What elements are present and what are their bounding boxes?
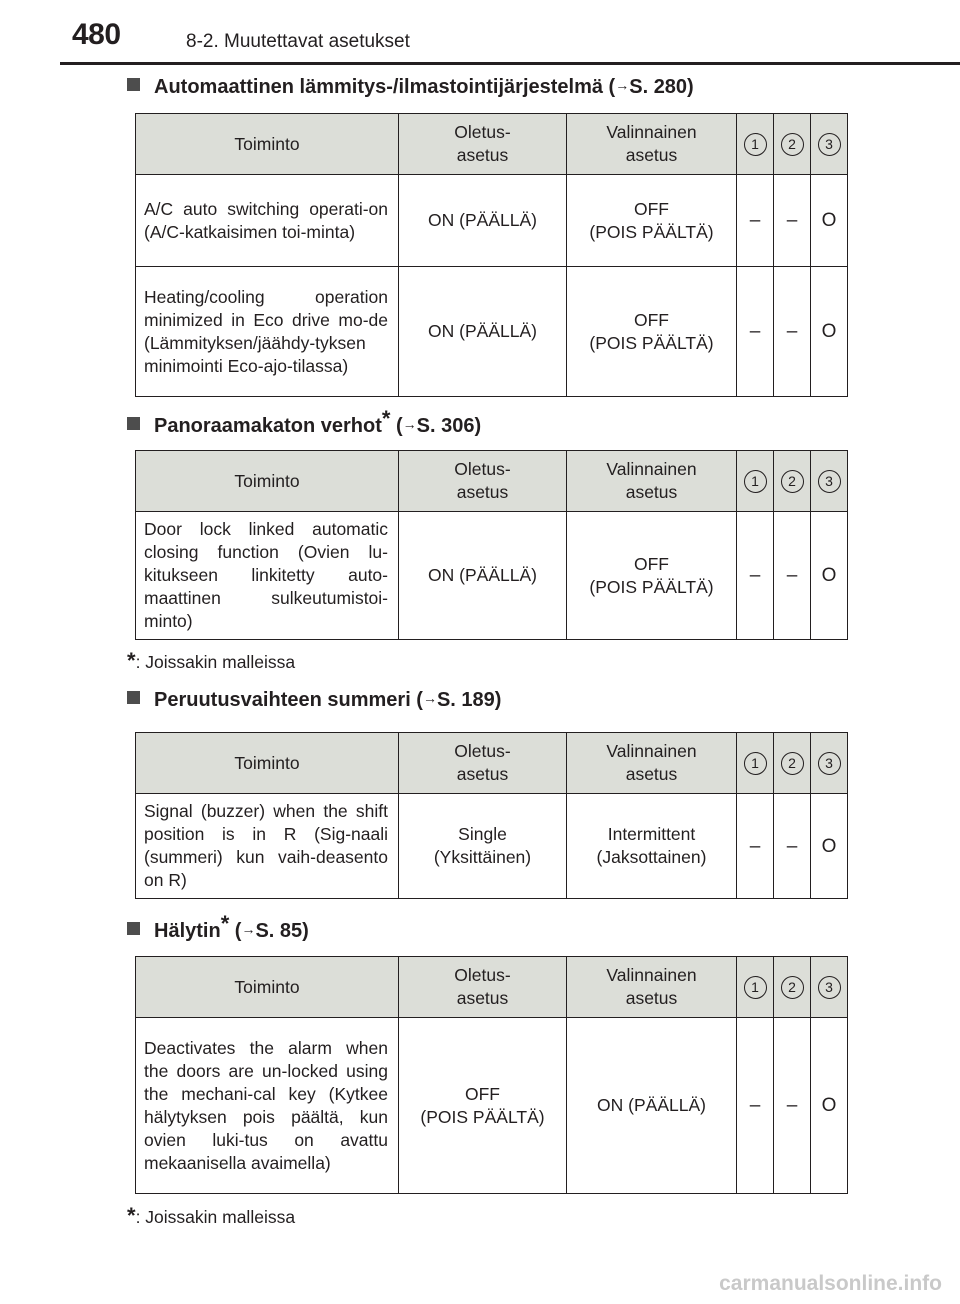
circled-number-3: 3 (818, 752, 841, 775)
column-header-level (811, 451, 848, 512)
availability-star: * (381, 406, 391, 431)
settings-table-reverse-buzzer (135, 732, 848, 899)
header-line: Valinnainen (606, 122, 697, 142)
table-row (136, 267, 848, 397)
section-heading-climate (127, 76, 694, 99)
header-line: Valinnainen (606, 965, 697, 985)
column-header-optional (567, 733, 737, 794)
page-reference: S. 306) (416, 415, 482, 437)
section-title-paren: ( (390, 415, 403, 437)
column-header-level (774, 114, 811, 175)
setting-line: Intermittent (607, 824, 696, 844)
header-line: Valinnainen (606, 741, 697, 761)
column-header-default (399, 733, 567, 794)
default-setting (399, 267, 567, 397)
setting-line: (POIS PÄÄLTÄ) (589, 221, 714, 242)
optional-setting (567, 1018, 737, 1194)
level-mark-2: – (774, 175, 811, 267)
column-header-level (737, 733, 774, 794)
level-mark-3: O (811, 267, 848, 397)
column-header-level (774, 733, 811, 794)
optional-setting (567, 267, 737, 397)
function-description: A/C auto switching operati-on (A/C-katkaisimen toi-minta) (136, 175, 399, 267)
section-title: Panoraamakaton verhot (154, 415, 382, 437)
default-setting (399, 794, 567, 899)
watermark: carmanualsonline.info (719, 1272, 942, 1295)
table-header-row (136, 451, 848, 512)
header-line: asetus (456, 145, 509, 165)
column-header-default (399, 114, 567, 175)
column-header-default (399, 451, 567, 512)
setting-line: (Yksittäinen) (433, 847, 532, 867)
function-description: Heating/cooling operation minimized in Eco drive mo-de (Lämmityksen/jäähdy-tyksen minimointi Eco-ajo-tilassa) (136, 267, 399, 397)
level-mark-1: – (737, 1018, 774, 1194)
table-row (136, 512, 848, 640)
level-mark-2: – (774, 1018, 811, 1194)
setting-line: ON (PÄÄLLÄ) (597, 1095, 706, 1115)
setting-line: ON (PÄÄLLÄ) (428, 565, 537, 585)
column-header-function: Toiminto (136, 114, 399, 175)
level-mark-2: – (774, 794, 811, 899)
setting-line: ON (PÄÄLLÄ) (428, 210, 537, 230)
reference-arrow-icon: → (615, 77, 630, 93)
header-line: asetus (625, 988, 678, 1008)
section-heading-alarm (127, 911, 309, 943)
header-line: asetus (456, 764, 509, 784)
column-header-optional (567, 114, 737, 175)
table-header-row (136, 114, 848, 175)
level-mark-2: – (774, 512, 811, 640)
setting-line: (POIS PÄÄLTÄ) (420, 1106, 545, 1127)
page-reference: S. 85) (255, 920, 309, 942)
section-bullet-icon (127, 417, 140, 430)
function-description: Door lock linked automatic closing function (Ovien lu-kitukseen linkitetty auto-maattinen sulkeutumistoi-minto) (136, 512, 399, 640)
default-setting (399, 175, 567, 267)
footnote (127, 1203, 295, 1229)
column-header-level (811, 114, 848, 175)
table-header-row (136, 733, 848, 794)
level-mark-1: – (737, 794, 774, 899)
settings-table-roof-shade (135, 450, 848, 640)
header-line: Valinnainen (606, 459, 697, 479)
setting-line: (POIS PÄÄLTÄ) (589, 332, 714, 353)
optional-setting (567, 794, 737, 899)
section-title: Automaattinen lämmitys-/ilmastointijärjestelmä ( (154, 76, 616, 98)
level-mark-2: – (774, 267, 811, 397)
setting-line: (Jaksottainen) (596, 847, 707, 867)
section-title: Hälytin (154, 920, 221, 942)
table-row (136, 794, 848, 899)
level-mark-3: O (811, 1018, 848, 1194)
circled-number-3: 3 (818, 470, 841, 493)
column-header-level (737, 451, 774, 512)
column-header-level (811, 733, 848, 794)
level-mark-3: O (811, 512, 848, 640)
header-line: asetus (625, 764, 678, 784)
availability-star: * (220, 911, 230, 936)
table-header-row (136, 957, 848, 1018)
column-header-function: Toiminto (136, 957, 399, 1018)
header-line: Oletus- (454, 459, 511, 479)
table-row (136, 175, 848, 267)
setting-line: OFF (634, 198, 669, 219)
circled-number-2: 2 (781, 976, 804, 999)
level-mark-1: – (737, 267, 774, 397)
column-header-level (774, 451, 811, 512)
footnote-text: : Joissakin malleissa (135, 1207, 296, 1227)
default-setting (399, 1018, 567, 1194)
section-bullet-icon (127, 78, 140, 91)
setting-line: (POIS PÄÄLTÄ) (589, 576, 714, 597)
setting-line: ON (PÄÄLLÄ) (428, 321, 537, 341)
chapter-title: 8-2. Muutettavat asetukset (186, 31, 410, 52)
level-mark-1: – (737, 175, 774, 267)
optional-setting (567, 175, 737, 267)
header-line: Oletus- (454, 965, 511, 985)
circled-number-2: 2 (781, 752, 804, 775)
column-header-function: Toiminto (136, 451, 399, 512)
circled-number-2: 2 (781, 133, 804, 156)
circled-number-1: 1 (744, 470, 767, 493)
header-line: asetus (625, 145, 678, 165)
circled-number-2: 2 (781, 470, 804, 493)
page-header (0, 0, 960, 60)
circled-number-3: 3 (818, 133, 841, 156)
setting-line: OFF (634, 309, 669, 330)
function-description: Signal (buzzer) when the shift position is in R (Sig-naali (summeri) kun vaih-deasento on R) (136, 794, 399, 899)
section-heading-reverse-buzzer (127, 689, 501, 712)
reference-arrow-icon: → (402, 416, 417, 432)
header-line: Oletus- (454, 741, 511, 761)
setting-line: OFF (465, 1083, 500, 1104)
column-header-level (811, 957, 848, 1018)
page-reference: S. 280) (629, 76, 694, 98)
circled-number-3: 3 (818, 976, 841, 999)
header-rule (60, 62, 126, 65)
setting-line: Single (458, 824, 507, 844)
footnote-star: * (127, 648, 136, 673)
footnote (127, 648, 295, 674)
footnote-text: : Joissakin malleissa (135, 652, 296, 672)
footnote-star: * (127, 1203, 136, 1228)
column-header-function: Toiminto (136, 733, 399, 794)
optional-setting (567, 512, 737, 640)
column-header-optional (567, 451, 737, 512)
column-header-optional (567, 957, 737, 1018)
column-header-default (399, 957, 567, 1018)
circled-number-1: 1 (744, 133, 767, 156)
header-line: asetus (456, 482, 509, 502)
section-bullet-icon (127, 691, 140, 704)
function-description: Deactivates the alarm when the doors are un-locked using the mechani-cal key (Kytkee hälytyksen pois päältä, kun ovien luki-tus on avattu mekaanisella avaimella) (136, 1018, 399, 1194)
level-mark-3: O (811, 794, 848, 899)
column-header-level (737, 957, 774, 1018)
circled-number-1: 1 (744, 976, 767, 999)
level-mark-3: O (811, 175, 848, 267)
level-mark-1: – (737, 512, 774, 640)
default-setting (399, 512, 567, 640)
table-row (136, 1018, 848, 1194)
page-reference: S. 189) (436, 689, 502, 711)
section-heading-roof-shade (127, 406, 481, 438)
settings-table-climate (135, 113, 848, 397)
reference-arrow-icon: → (422, 690, 437, 706)
section-title: Peruutusvaihteen summeri ( (154, 689, 423, 711)
setting-line: OFF (634, 553, 669, 574)
header-rule (120, 62, 960, 65)
header-line: Oletus- (454, 122, 511, 142)
circled-number-1: 1 (744, 752, 767, 775)
section-bullet-icon (127, 922, 140, 935)
column-header-level (737, 114, 774, 175)
section-title-paren: ( (229, 920, 242, 942)
reference-arrow-icon: → (241, 921, 256, 937)
header-line: asetus (625, 482, 678, 502)
header-line: asetus (456, 988, 509, 1008)
settings-table-alarm (135, 956, 848, 1194)
column-header-level (774, 957, 811, 1018)
page-number: 480 (72, 18, 121, 51)
